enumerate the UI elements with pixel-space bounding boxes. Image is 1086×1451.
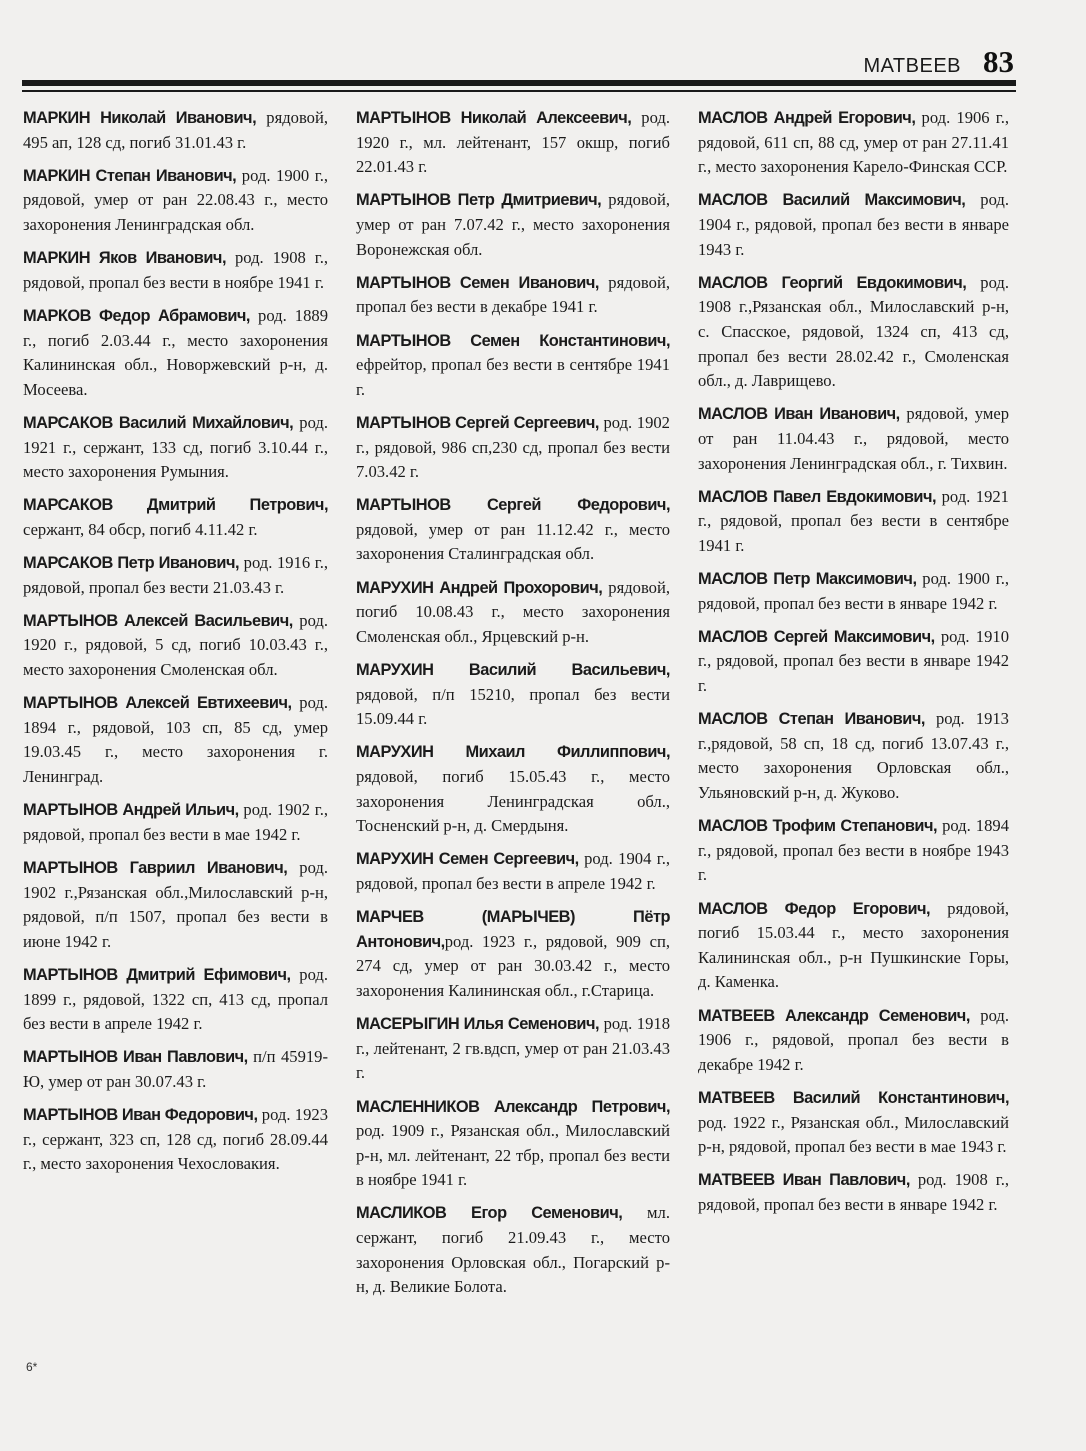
entry [698, 814, 1009, 888]
entry-name: МАРТЫНОВ Алексей Евтихеевич, [23, 694, 292, 713]
entry [23, 304, 328, 402]
entry-name: МАРТЫНОВ Алексей Васильевич, [23, 611, 293, 630]
entry-details: род. 1921 г., сержант, 133 сд, погиб 3.10.44 г., место захоронения Румыния. [23, 412, 329, 482]
entry-details: род. 1920 г., рядовой, 5 сд, погиб 10.03.43 г., место захоронения Смоленская обл. [23, 610, 328, 680]
entry-details: род. 1909 г., Рязанская обл., Милославский р-н, мл. лейтенант, 22 тбр, пропал без вести в ноябре 1941 г. [356, 1121, 670, 1190]
entry-name: МАСЛОВ Трофим Степанович, [698, 817, 938, 836]
entry-name: МАРУХИН Семен Сергеевич, [356, 850, 579, 869]
entry-details: род. 1900 г., рядовой, умер от ран 22.08.43 г., место захоронения Ленинградская обл. [23, 165, 328, 234]
entry [356, 329, 670, 403]
entry [698, 271, 1009, 394]
entry-name: МАСЛОВ Федор Егорович, [698, 899, 931, 918]
entry-name: МАСЛОВ Петр Максимович, [698, 570, 917, 589]
entry-details: род. 1923 г., рядовой, 909 сп, 274 сд, умер от ран 30.03.42 г., место захоронения Калининская обл., г.Старица. [356, 931, 670, 1000]
entry-details: рядовой, умер от ран 11.12.42 г., место захоронения Сталинградская обл. [356, 519, 670, 564]
entry-details: род. 1906 г., рядовой, пропал без вести в декабре 1942 г. [698, 1005, 1010, 1074]
entry [23, 411, 328, 485]
entry-name: МАТВЕЕВ Александр Семенович, [698, 1006, 970, 1025]
text-column-1 [23, 106, 328, 1185]
entry-name: МАСЛОВ Василий Максимович, [698, 191, 966, 210]
entry-details: род. 1904 г., рядовой, пропал без вести в январе 1943 г. [698, 190, 1009, 259]
entry-details: род. 1902 г.,Рязанская обл.,Милославский р-н, рядовой, п/п 1507, пропал без вести в июне 1942 г. [23, 857, 329, 951]
entry-details: род. 1889 г., погиб 2.03.44 г., место захоронения Калининская обл., Новоржевский р-н, д. Мосеева. [23, 305, 328, 399]
entry-details: род. 1908 г., рядовой, пропал без вести в ноябре 1941 г. [23, 248, 328, 292]
entry [698, 1168, 1009, 1217]
entry-name: МАРКИН Яков Иванович, [23, 249, 227, 268]
entry [356, 1095, 670, 1193]
entry [356, 1201, 670, 1299]
entry [23, 856, 328, 954]
entry-details: род. 1922 г., Рязанская обл., Милославский р-н, рядовой, пропал без вести в мае 1943 г. [698, 1112, 1009, 1157]
entry [23, 1103, 328, 1177]
entry-name: МАРСАКОВ Василий Михайлович, [23, 413, 294, 432]
entry-name: МАСЛОВ Павел Евдокимович, [698, 487, 937, 506]
entry-name: МАРУХИН Андрей Прохорович, [356, 578, 603, 597]
entry-name: МАСЛЕННИКОВ Александр Петрович, [356, 1097, 670, 1116]
entry [698, 707, 1009, 805]
entry [698, 402, 1009, 476]
header-rule-thin [22, 90, 1016, 92]
entry-name: МАРУХИН Михаил Филлиппович, [356, 743, 670, 762]
entry-name: МАРТЫНОВ Николай Алексеевич, [356, 109, 632, 127]
entry [23, 963, 328, 1037]
running-head-surname: МАТВЕЕВ [863, 55, 961, 77]
entry-details: род. 1923 г., сержант, 323 сп, 128 сд, погиб 28.09.44 г., место захоронения Чехословакия. [23, 1105, 328, 1174]
entry [698, 106, 1009, 180]
entry [698, 1086, 1009, 1160]
entry [698, 897, 1009, 995]
running-head [863, 44, 1014, 80]
entry-name: МАСЛОВ Сергей Максимович, [698, 627, 935, 646]
entry-name: МАРТЫНОВ Семен Константинович, [356, 331, 670, 350]
page-number: 83 [983, 44, 1014, 79]
text-column-2 [356, 106, 670, 1308]
entry [356, 411, 670, 485]
entry-details: рядовой, погиб 10.08.43 г., место захоронения Смоленская обл., Ярцевский р-н. [356, 577, 670, 646]
entry [23, 798, 328, 847]
entry-name: МАРТЫНОВ Иван Павлович, [23, 1048, 248, 1067]
entry [356, 1012, 670, 1086]
entry [356, 740, 670, 838]
entry-details: род. 1910 г., рядовой, пропал без вести в январе 1942 г. [698, 626, 1009, 696]
entry-name: МАРТЫНОВ Гавриил Иванович, [23, 858, 288, 877]
entry [23, 106, 328, 155]
entry-name: МАРТЫНОВ Петр Дмитриевич, [356, 191, 602, 210]
entry [698, 188, 1009, 262]
entry-details: рядовой, п/п 15210, пропал без вести 15.09.44 г. [356, 684, 670, 729]
entry [23, 551, 328, 600]
entry-details: род. 1902 г., рядовой, пропал без вести в мае 1942 г. [23, 800, 328, 844]
entry-details: род. 1904 г., рядовой, пропал без вести в апреле 1942 г. [356, 849, 670, 893]
entry-details: ефрейтор, пропал без вести в сентябре 1941 г. [356, 355, 670, 399]
entry-name: МАРТЫНОВ Иван Федорович, [23, 1106, 258, 1125]
entry-details: род. 1894 г., рядовой, пропал без вести в ноябре 1943 г. [698, 816, 1009, 885]
entry [23, 691, 328, 789]
entry-name: МАРТЫНОВ Сергей Федорович, [356, 496, 670, 515]
entry-details: род. 1918 г., лейтенант, 2 гв.вдсп, умер от ран 21.03.43 г. [356, 1014, 670, 1083]
entry-details: род. 1906 г., рядовой, 611 сп, 88 сд, умер от ран 27.11.41 г., место захоронения Карело-Финская ССР. [698, 108, 1009, 177]
entry [698, 567, 1009, 616]
entry-name: МАРКИН Николай Иванович, [23, 109, 257, 127]
entry-name: МАРКОВ Федор Абрамович, [23, 306, 250, 325]
entry [698, 1004, 1009, 1078]
entry-details: род. 1894 г., рядовой, 103 сп, 85 сд, умер 19.03.45 г., место захоронения г. Ленинград. [23, 693, 329, 786]
entry [356, 658, 670, 732]
entry-details: рядовой, пропал без вести в декабре 1941 г. [356, 272, 670, 317]
entry-details: род. 1920 г., мл. лейтенант, 157 окшр, погиб 22.01.43 г. [356, 108, 670, 177]
entry-details: мл. сержант, погиб 21.09.43 г., место захоронения Орловская обл., Погарский р-н, д. Великие Болота. [356, 1203, 670, 1297]
entry-name: МАТВЕЕВ Василий Константинович, [698, 1088, 1009, 1107]
entry-details: род. 1899 г., рядовой, 1322 сп, 413 сд, пропал без вести в апреле 1942 г. [23, 964, 328, 1034]
entry-name: МАРТЫНОВ Семен Иванович, [356, 273, 599, 292]
entry-details: п/п 45919-Ю, умер от ран 30.07.43 г. [23, 1047, 328, 1091]
entry-details: род. 1908 г.,Рязанская обл., Милославский р-н, с. Спасское, рядовой, 1324 сп, 413 сд, пропал без вести 28.02.42 г., Смоленская обл., д. Лаврищево. [698, 272, 1009, 391]
entry [356, 493, 670, 567]
text-column-3 [698, 106, 1009, 1226]
entry-name: МАРСАКОВ Дмитрий Петрович, [23, 496, 328, 515]
entry [23, 164, 328, 238]
entry-details: рядовой, погиб 15.05.43 г., место захоронения Ленинградская обл., Тосненский р-н, д. Смердыня. [356, 767, 670, 836]
entry [23, 1045, 328, 1094]
entry [356, 847, 670, 896]
entry [356, 106, 670, 180]
entry-name: МАСЕРЫГИН Илья Семенович, [356, 1015, 600, 1034]
entry-name: МАСЛИКОВ Егор Семенович, [356, 1204, 623, 1223]
entry-name: МАРУХИН Василий Васильевич, [356, 661, 670, 680]
entry-details: рядовой, умер от ран 7.07.42 г., место захоронения Воронежская обл. [356, 190, 670, 259]
entry [356, 188, 670, 262]
entry [698, 485, 1009, 559]
entry-name: МАСЛОВ Андрей Егорович, [698, 109, 916, 127]
entry [23, 493, 328, 542]
entry-name: МАСЛОВ Иван Иванович, [698, 405, 900, 424]
entry-details: род. 1908 г., рядовой, пропал без вести в январе 1942 г. [698, 1170, 1009, 1214]
signature-mark: 6* [26, 1360, 38, 1374]
entry-name: МАТВЕЕВ Иван Павлович, [698, 1171, 910, 1190]
header-rule-thick [22, 80, 1016, 86]
entry-name: МАСЛОВ Степан Иванович, [698, 710, 925, 729]
entry [698, 625, 1009, 699]
entry-name: МАРЧЕВ (МАРЫЧЕВ) Пётр Антонович, [356, 908, 670, 951]
entry [23, 246, 328, 295]
entry-name: МАРТЫНОВ Дмитрий Ефимович, [23, 965, 291, 984]
entry [356, 905, 670, 1003]
entry-details: род. 1916 г., рядовой, пропал без вести 21.03.43 г. [23, 553, 328, 597]
entry-details: рядовой, 495 ап, 128 сд, погиб 31.01.43 г. [23, 108, 328, 152]
entry-details: род. 1921 г., рядовой, пропал без вести в сентябре 1941 г. [698, 486, 1009, 555]
entry-name: МАСЛОВ Георгий Евдокимович, [698, 273, 967, 292]
entry-details: род. 1900 г., рядовой, пропал без вести в январе 1942 г. [698, 569, 1009, 613]
entry-details: сержант, 84 обср, погиб 4.11.42 г. [23, 519, 258, 539]
entry [23, 609, 328, 683]
entry-details: рядовой, погиб 15.03.44 г., место захоронения Калининская обл., р-н Пушкинские Горы, д. Каменка. [698, 898, 1009, 992]
entry-name: МАРТЫНОВ Андрей Ильич, [23, 801, 239, 820]
entry-details: рядовой, умер от ран 11.04.43 г., рядовой, место захоронения Ленинградская обл., г. Тихвин. [698, 404, 1009, 473]
entry [356, 576, 670, 650]
entry-details: род. 1902 г., рядовой, 986 сп,230 сд, пропал без вести 7.03.42 г. [356, 412, 670, 482]
entry [356, 271, 670, 320]
entry-name: МАРСАКОВ Петр Иванович, [23, 554, 240, 573]
entry-details: род. 1913 г.,рядовой, 58 сп, 18 сд, погиб 13.07.43 г., место захоронения Орловская обл., Ульяновский р-н, д. Жуково. [698, 709, 1009, 802]
entry-name: МАРКИН Степан Иванович, [23, 166, 237, 185]
entry-name: МАРТЫНОВ Сергей Сергеевич, [356, 413, 599, 432]
